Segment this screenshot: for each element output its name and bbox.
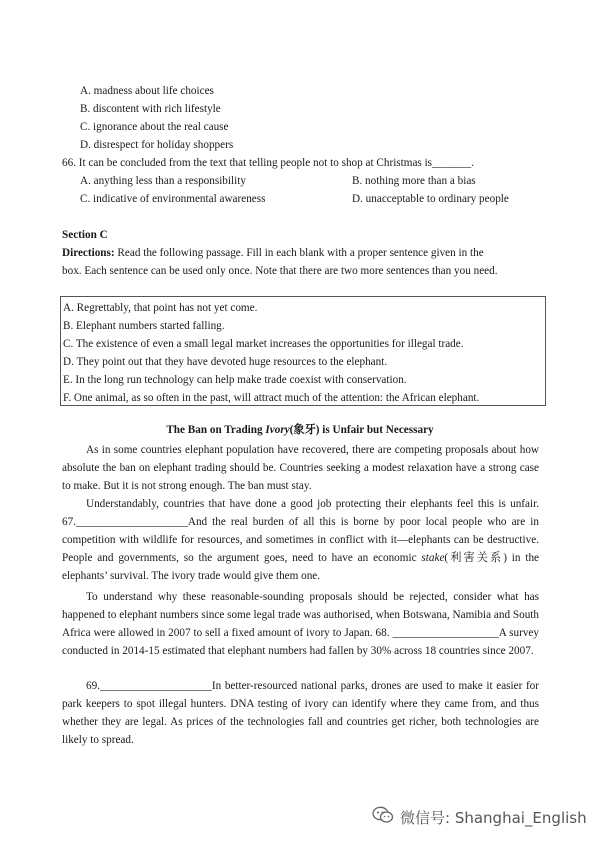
q66-option-c: C. indicative of environmental awareness	[80, 193, 266, 205]
sentence-box	[60, 296, 546, 406]
box-sentence-d: D. They point out that they have devoted huge resources to the elephant.	[63, 356, 388, 368]
directions-line-1	[62, 246, 484, 260]
q66-option-b: B. nothing more than a bias	[352, 175, 476, 187]
passage-title	[0, 423, 600, 437]
watermark	[372, 806, 587, 828]
q66-stem: 66. It can be concluded from the text that telling people not to shop at Christmas is_______.	[62, 157, 474, 169]
p3-text: To understand why these reasonable-sounding proposals should be rejected, consider what has happened to elephant numbers since some legal trade was authorised, when Botswana, Namibia and South Africa were allowed in 2007 to sell a fixed amount of ivory to Japan. 68. ___________________A survey conducted in 2014-15 estimated that elephant numbers had fallen by 30% across 18 countries since 2007.	[62, 591, 539, 658]
passage-paragraph-3	[62, 588, 539, 660]
box-sentence-a: A. Regrettably, that point has not yet come.	[63, 302, 258, 314]
p2-after: (利害关系) in the elephants’ survival. The ivory trade would give them one.	[62, 552, 540, 583]
p1-text: As in some countries elephant population have recovered, there are competing proposals about how absolute the ban on elephant trading should be. Countries seeking a modest relaxation have a strong case to make. But it is not strong enough. The ban must stay.	[62, 444, 539, 493]
directions-label: Directions:	[62, 247, 115, 259]
q65-option-a: A. madness about life choices	[80, 85, 214, 97]
directions-text: Read the following passage. Fill in each blank with a proper sentence given in the	[114, 247, 484, 259]
wechat-icon	[372, 806, 394, 828]
q65-option-d: D. disrespect for holiday shoppers	[80, 139, 234, 151]
q65-option-b: B. discontent with rich lifestyle	[80, 103, 221, 115]
p2-before: Understandably, countries that have done a good job protecting their elephants feel this is unfair. 67.____________________And the real burden of all this is borne by poor local people who are in competition with wildlife for resources, and sometimes in conflict with it—elephants can be destructive. People and governments, so the argument goes, need to have an economic	[62, 498, 539, 565]
passage-title-pre: The Ban on Trading	[166, 424, 266, 436]
q66-option-a: A. anything less than a responsibility	[80, 175, 246, 187]
passage-title-italic: Ivory	[265, 424, 290, 436]
box-sentence-f: F. One animal, as so often in the past, will attract much of the attention: the African elephant.	[63, 392, 480, 404]
box-sentence-e: E. In the long run technology can help make trade coexist with conservation.	[63, 374, 407, 386]
passage-paragraph-4	[62, 677, 539, 749]
box-sentence-c: C. The existence of even a small legal market increases the opportunities for illegal trade.	[63, 338, 464, 350]
directions-line-2: box. Each sentence can be used only once. Note that there are two more sentences than you need.	[62, 265, 498, 277]
passage-paragraph-2	[62, 495, 539, 585]
watermark-text: 微信号: Shanghai_English	[400, 808, 587, 827]
q66-option-d: D. unacceptable to ordinary people	[352, 193, 509, 205]
p2-italic: stake	[421, 552, 445, 565]
p4-text: 69.____________________In better-resourced national parks, drones are used to make it easier for park keepers to spot illegal hunters. DNA testing of ivory can identify where they came from, and thus whether they are legal. As prices of the technologies fall and countries get richer, both technologies are likely to spread.	[62, 680, 539, 747]
box-sentence-b: B. Elephant numbers started falling.	[63, 320, 225, 332]
section-heading: Section C	[62, 229, 108, 241]
q65-option-c: C. ignorance about the real cause	[80, 121, 229, 133]
passage-title-post: (象牙) is Unfair but Necessary	[289, 424, 434, 436]
passage-paragraph-1	[62, 441, 539, 495]
